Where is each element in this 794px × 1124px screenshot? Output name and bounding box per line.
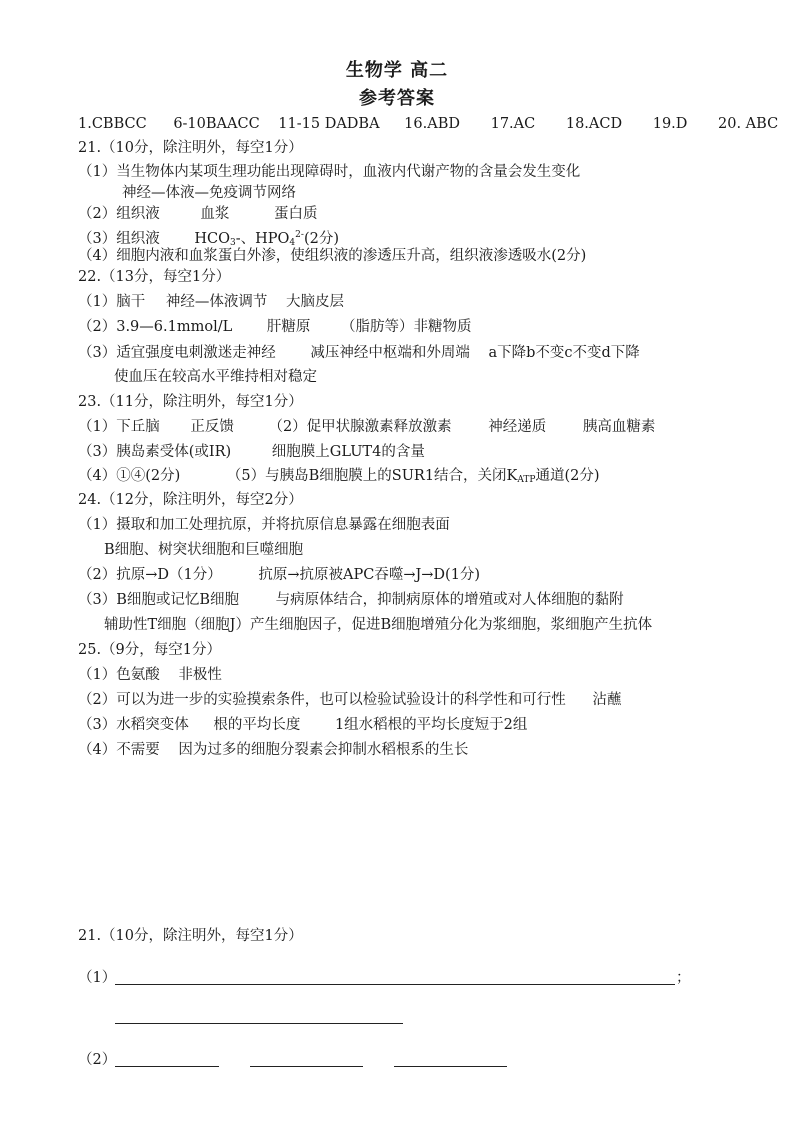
q23-heading: 23.（11分，除注明外，每空1分） <box>78 394 303 410</box>
q22-answer-2: （2）3.9—6.1mmol/L 肝糖原 （脂肪等）非糖物质 <box>78 319 472 335</box>
q22-answer-3: （3）适宜强度电刺激迷走神经 减压神经中枢端和外周端 a下降b不变c不变d下降 <box>78 345 640 361</box>
choice-19: 19.D <box>652 116 688 132</box>
q23-answer-3: （4）①④(2分) （5）与胰岛B细胞膜上的SUR1结合，关闭$K_{ATP}$通道(2分) <box>78 468 600 485</box>
q21-answer-3: （3）组织液 $HCO_3-$、$HPO_4^{2-}(2$分) <box>78 230 339 248</box>
choice-11-15: 11-15 DADBA <box>278 116 380 132</box>
q24-answer-3b: 辅助性T细胞（细胞J）产生细胞因子，促进B细胞增殖分化为浆细胞，浆细胞产生抗体 <box>104 617 653 633</box>
q25-answer-3: （3）水稻突变体 根的平均长度 1组水稻根的平均长度短于2组 <box>78 717 528 733</box>
answer-blank-2a[interactable] <box>115 1066 219 1067</box>
answer-blank-1b[interactable] <box>115 1023 403 1024</box>
choice-16: 16.ABD <box>404 116 460 132</box>
choice-20: 20. ABC <box>718 116 779 132</box>
choice-6-10: 6-10BAACC <box>173 116 260 132</box>
q22-answer-3b: 使血压在较高水平维持相对稳定 <box>114 369 317 385</box>
q21-answer-1: （1）当生物体内某项生理功能出现障碍时，血液内代谢产物的含量会发生变化 <box>78 164 581 180</box>
page-title: 生物学 高二 <box>345 60 449 81</box>
q21-answer-2: （2）组织液 血浆 蛋白质 <box>78 206 318 222</box>
sheet-q21-part1-label: （1） <box>78 970 117 986</box>
q22-heading: 22.（13分，每空1分） <box>78 269 231 285</box>
q21-answer-1b: 神经—体液—免疫调节网络 <box>122 185 296 201</box>
page-subtitle: 参考答案 <box>359 88 435 109</box>
q25-answer-1: （1）色氨酸 非极性 <box>78 667 222 683</box>
q25-answer-2: （2）可以为进一步的实验摸索条件，也可以检验试验设计的科学性和可行性 沾蘸 <box>78 692 622 708</box>
q21-answer-4: （4）细胞内液和血浆蛋白外渗，使组织液的渗透压升高，组织液渗透吸水(2分) <box>78 248 587 264</box>
choice-17: 17.AC <box>490 116 536 132</box>
answer-blank-2c[interactable] <box>394 1066 507 1067</box>
q24-answer-1: （1）摄取和加工处理抗原，并将抗原信息暴露在细胞表面 <box>78 517 450 533</box>
q23-answer-2: （3）胰岛素受体(或IR) 细胞膜上GLUT4的含量 <box>78 444 425 460</box>
q24-answer-3: （3）B细胞或记忆B细胞 与病原体结合，抑制病原体的增殖或对人体细胞的黏附 <box>78 592 624 608</box>
q24-answer-1b: B细胞、树突状细胞和巨噬细胞 <box>104 542 304 558</box>
choice-answers <box>78 114 778 134</box>
choice-1-5: 1.CBBCC <box>78 116 147 132</box>
q22-answer-1: （1）脑干 神经—体液调节 大脑皮层 <box>78 294 344 310</box>
sheet-q21-part2-label: （2） <box>78 1052 117 1068</box>
q21-heading: 21.（10分，除注明外，每空1分） <box>78 140 303 156</box>
q24-answer-2: （2）抗原→D（1分） 抗原→抗原被APC吞噬→J→D(1分) <box>78 567 481 583</box>
q23-answer-1: （1）下丘脑 正反馈 （2）促甲状腺激素释放激素 神经递质 胰高血糖素 <box>78 419 656 435</box>
sheet-q21-heading: 21.（10分，除注明外，每空1分） <box>78 928 303 944</box>
sheet-q21-part1-end: ； <box>676 970 691 986</box>
q25-heading: 25.（9分，每空1分） <box>78 642 222 658</box>
choice-18: 18.ACD <box>565 116 623 132</box>
answer-blank-2b[interactable] <box>250 1066 363 1067</box>
q24-heading: 24.（12分，除注明外，每空2分） <box>78 492 303 508</box>
q25-answer-4: （4）不需要 因为过多的细胞分裂素会抑制水稻根系的生长 <box>78 742 469 758</box>
answer-blank-1a[interactable] <box>115 984 675 985</box>
